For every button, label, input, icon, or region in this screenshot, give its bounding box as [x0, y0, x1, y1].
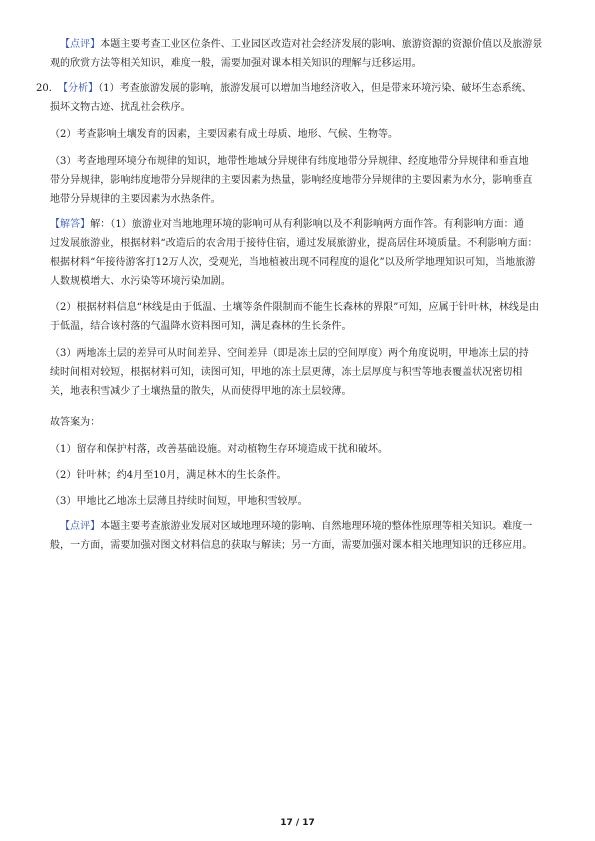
- answer-text-line: 过发展旅游业，根据材料“改造后的农舍用于接待住宿，通过发展旅游业，提高居住环境质量。不利影响方面：: [50, 238, 538, 249]
- answer-text-line: 于低温，结合该村落的气温降水资料图可知，满足森林的生长条件。: [50, 321, 352, 332]
- analysis-tag: 【分析】: [58, 83, 99, 94]
- answer-tag: 【解答】: [50, 219, 91, 230]
- review-text-line: 观的欣赏方法等相关知识，难度一般，需要加强对课本相关知识的理解与迁移运用。: [50, 58, 422, 69]
- question-number: 20.: [36, 83, 52, 94]
- analysis-text-line: 地带分异规律的主要因素为水热条件。: [50, 194, 221, 205]
- review-text: 本题主要考查旅游业发展对区域地理环境的影响、自然地理环境的整体性原理等相关知识。难度一: [100, 521, 533, 532]
- final-answer-line: （1）留存和保护村落，改善基础设施。对动植物生存环境造成干扰和破坏。: [50, 444, 389, 455]
- answer-text-line: （2）根据材料信息“林线是由于低温、土壤等条件限制而不能生长森林的界限”可知，应属于针叶林，林线是由: [50, 302, 540, 313]
- analysis-line: [58, 82, 532, 95]
- answer-text-line: （3）两地冻土层的差异可从时间差异、空间差异（即是冻土层的空间厚度）两个角度说明，甲地冻土层的持: [50, 348, 529, 359]
- review-text-line: 般，一方面，需要加强对图文材料信息的获取与解读；另一方面，需要加强对课本相关地理知识的迁移应用。: [50, 540, 533, 551]
- review-tag: 【点评】: [60, 39, 101, 50]
- page-number: 17 / 17: [280, 818, 315, 828]
- final-answer-line: （2）针叶林；约4月至10月，满足林木的生长条件。: [50, 470, 287, 481]
- analysis-text-line: 损坏文物古迹、扰乱社会秩序。: [50, 102, 191, 113]
- answer-text-line: 根据材料“年接待游客打12万人次，受观光，当地植被出现不同程度的退化”以及所学地理知识可知，当地旅游: [50, 257, 536, 268]
- answer-text-line: 人数规模增大、水污染等环境污染加剧。: [50, 276, 231, 287]
- answer-text: 解：（1）旅游业对当地地理环境的影响可从有利影响以及不利影响两方面作答。有利影响方面：通: [90, 219, 524, 230]
- review-text: 本题主要考查工业区位条件、工业园区改造对社会经济发展的影响、旅游资源的资源价值以及旅游景: [100, 39, 543, 50]
- answer-text-line: 关，地表积雪减少了土壤热量的散失，从而使得甲地的冻土层较薄。: [50, 386, 352, 397]
- analysis-text-line: （3）考查地理环境分布规律的知识，地带性地域分异规律有纬度地带分异规律、经度地带分异规律和垂直地: [50, 156, 529, 167]
- answer-text-line: 续时间相对较短，根据材料可知，读图可知，甲地的冻土层更薄，冻土层厚度与积雪等地表覆盖状况密切相: [50, 367, 523, 378]
- conclusion-label: 故答案为：: [50, 417, 101, 428]
- analysis-text: （1）考查旅游发展的影响，旅游发展可以增加当地经济收入，但是带来环境污染、破坏生态系统、: [98, 83, 532, 94]
- review-paragraph-line: [60, 520, 532, 533]
- review-tag: 【点评】: [60, 521, 101, 532]
- analysis-text-line: （2）考查影响土壤发育的因素，主要因素有成土母质、地形、气候、生物等。: [50, 129, 399, 140]
- analysis-text-line: 带分异规律，影响纬度地带分异规律的主要因素为热量，影响经度地带分异规律的主要因素为水分，影响垂直: [50, 175, 533, 186]
- answer-line: [50, 218, 524, 231]
- review-paragraph-line: [60, 38, 542, 51]
- final-answer-line: （3）甲地比乙地冻土层薄且持续时间短，甲地积雪较厚。: [50, 496, 308, 507]
